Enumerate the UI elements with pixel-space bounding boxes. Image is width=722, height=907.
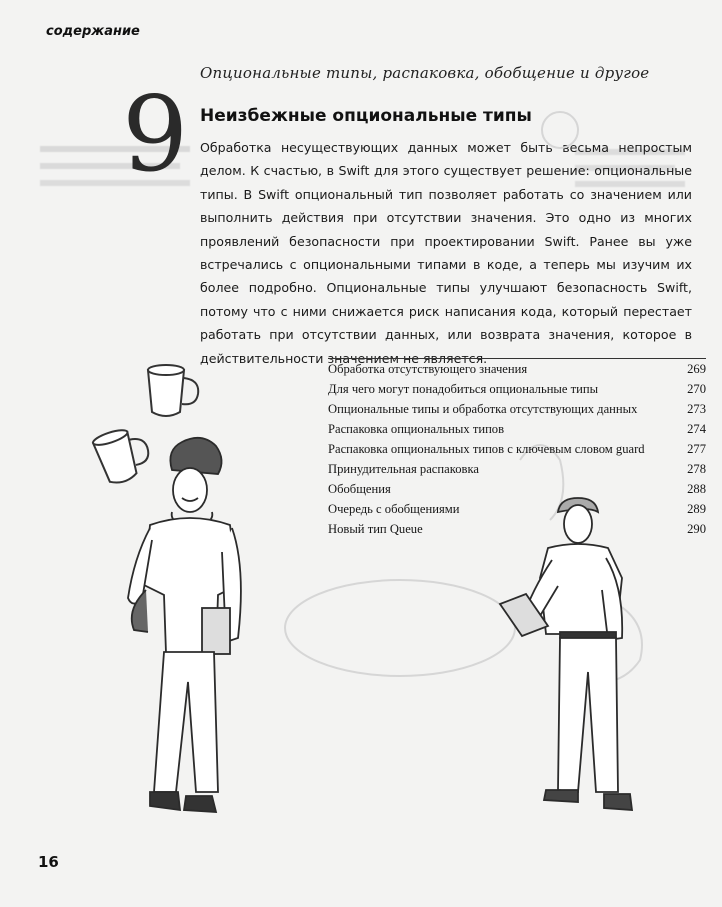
toc-entry[interactable]: Распаковка опциональных типов с ключевым словом guard 277 [328, 442, 706, 456]
table-of-contents [328, 358, 706, 542]
toc-entry[interactable]: Распаковка опциональных типов 274 [328, 422, 706, 436]
chapter-intro: Обработка несуществующих данных может быть весьма непростым делом. К счастью, в Swift для этого существует решение: опциональные типы. В Swift опциональный тип позволяет работать со значением или выполнить действия при отсутствии значения. Это одно из многих проявлений безопасности при проектировании Swift. Ранее вы уже встречались с опциональными типами в коде, а теперь мы изучим их более подробно. Опциональные типы улучшают безопасность Swift, потому что с ними снижается риск написания кода, который перестает работать при отсутствии данных, или возврата значения, которое в действительности значением не является. [200, 140, 692, 366]
section-label: содержание [46, 24, 140, 39]
student-figure-icon [128, 438, 241, 812]
toc-entry[interactable]: Для чего могут понадобиться опциональные типы 270 [328, 382, 706, 396]
mug-icon [92, 423, 156, 487]
chapter-title: Неизбежные опциональные типы [200, 106, 532, 126]
toc-entry[interactable]: Новый тип Queue 290 [328, 522, 706, 536]
toc-divider [328, 358, 706, 359]
man-with-tablet-figure-icon [500, 498, 632, 810]
page-number: 16 [38, 853, 59, 871]
toc-entry[interactable]: Принудительная распаковка 278 [328, 462, 706, 476]
chapter-number: 9 [122, 73, 189, 195]
chapter-subtitle: Опциональные типы, распаковка, обобщение и другое [200, 64, 650, 82]
toc-entry[interactable]: Обобщения 288 [328, 482, 706, 496]
toc-entry[interactable]: Очередь с обобщениями 289 [328, 502, 706, 516]
mug-icon [148, 365, 198, 416]
toc-entry[interactable]: Обработка отсутствующего значения 269 [328, 362, 706, 376]
toc-entry[interactable]: Опциональные типы и обработка отсутствующих данных 273 [328, 402, 706, 416]
